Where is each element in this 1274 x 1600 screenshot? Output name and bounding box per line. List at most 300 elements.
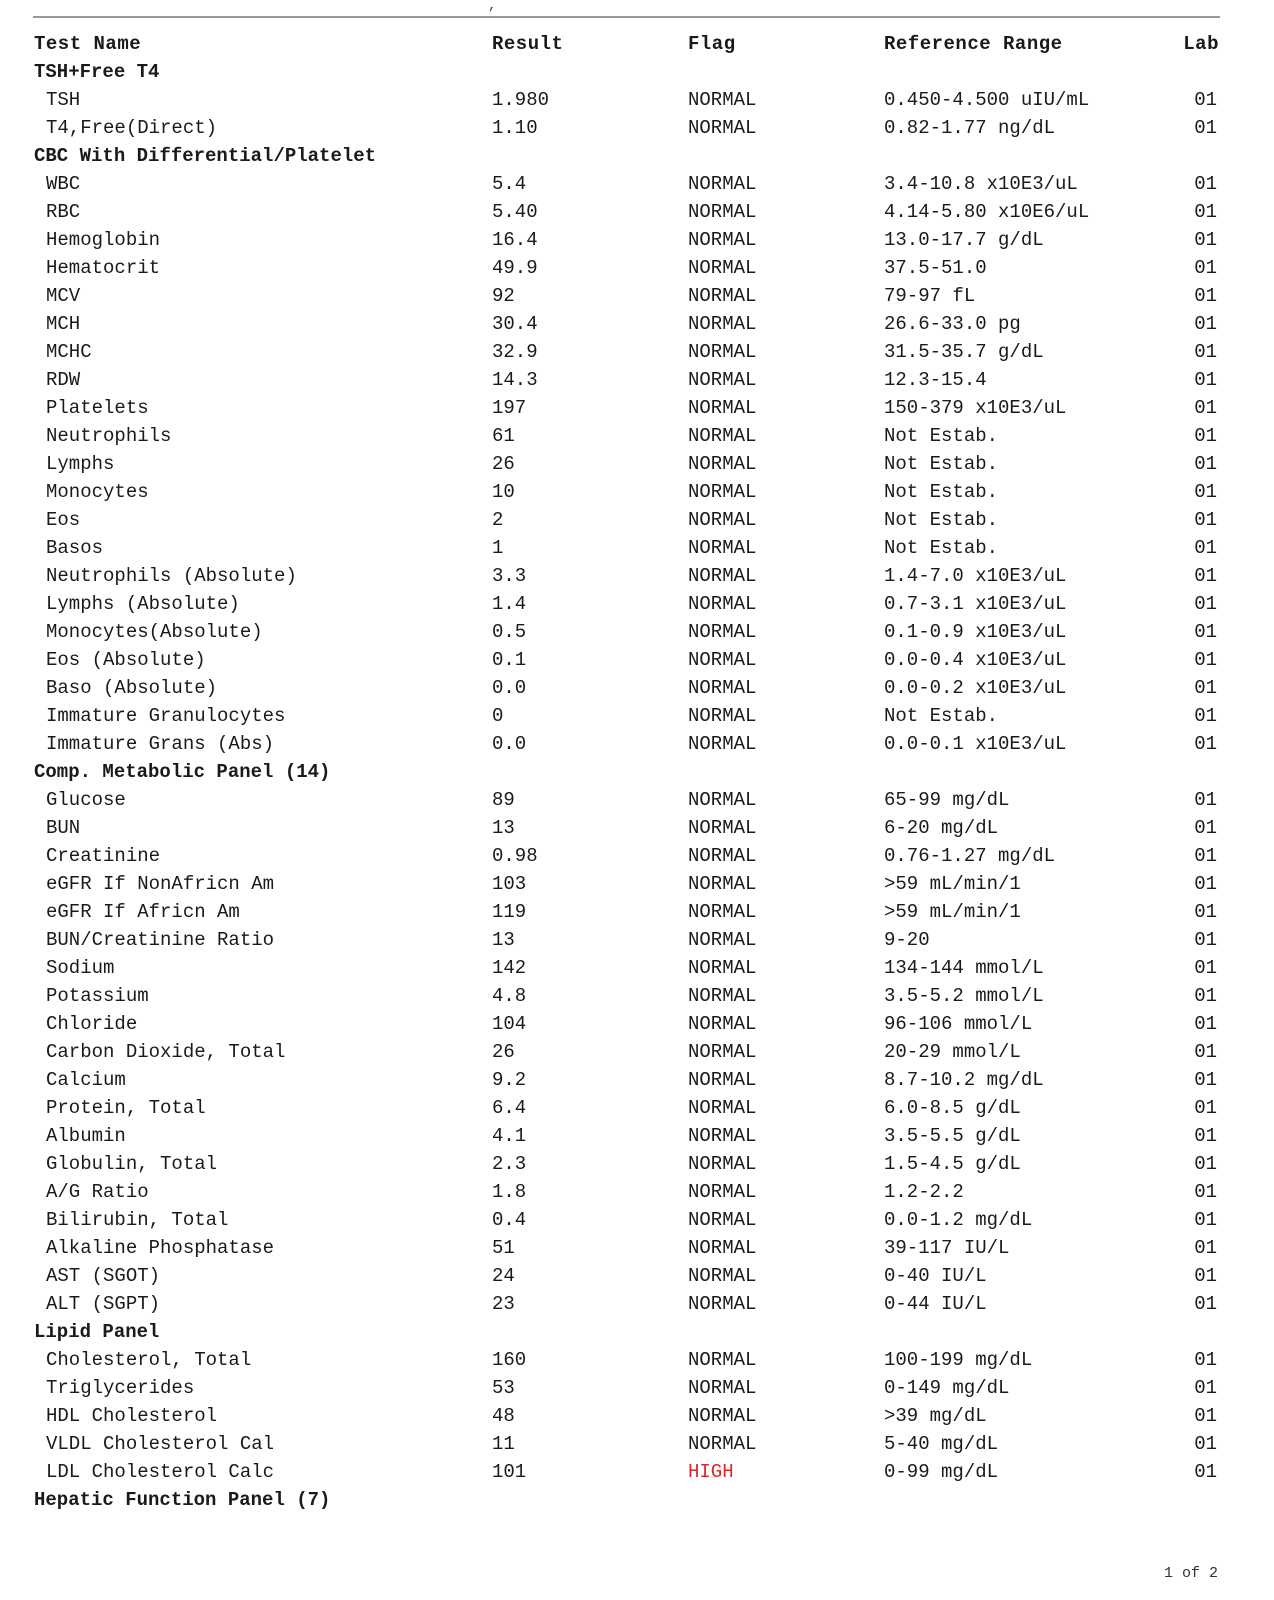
test-row (0, 1430, 1274, 1458)
lab-code: 01 (1194, 537, 1217, 559)
reference-range: Not Estab. (884, 453, 999, 475)
test-result: 26 (492, 1041, 515, 1063)
test-name: MCH (46, 313, 81, 335)
test-name: Alkaline Phosphatase (46, 1237, 275, 1259)
test-flag: NORMAL (688, 1349, 757, 1371)
lab-code: 01 (1194, 369, 1217, 391)
section-header (0, 1486, 1274, 1514)
reference-range: 79-97 fL (884, 285, 976, 307)
test-name: Sodium (46, 957, 115, 979)
test-result: 1.8 (492, 1181, 527, 1203)
test-row (0, 618, 1274, 646)
test-name: Lymphs (46, 453, 115, 475)
reference-range: 3.4-10.8 x10E3/uL (884, 173, 1078, 195)
lab-code: 01 (1194, 1041, 1217, 1063)
test-row (0, 1402, 1274, 1430)
reference-range: 96-106 mmol/L (884, 1013, 1033, 1035)
test-row (0, 590, 1274, 618)
test-row (0, 534, 1274, 562)
test-row (0, 1150, 1274, 1178)
test-flag: NORMAL (688, 1181, 757, 1203)
column-header-row (0, 30, 1274, 58)
lab-code: 01 (1194, 565, 1217, 587)
test-name: RDW (46, 369, 81, 391)
test-result: 1.4 (492, 593, 527, 615)
lab-code: 01 (1194, 117, 1217, 139)
test-flag: NORMAL (688, 957, 757, 979)
reference-range: Not Estab. (884, 537, 999, 559)
test-flag: NORMAL (688, 117, 757, 139)
lab-code: 01 (1194, 1209, 1217, 1231)
test-flag: NORMAL (688, 873, 757, 895)
test-result: 0.4 (492, 1209, 527, 1231)
test-row (0, 1262, 1274, 1290)
test-name: BUN/Creatinine Ratio (46, 929, 275, 951)
test-name: A/G Ratio (46, 1181, 149, 1203)
reference-range: 0.0-0.1 x10E3/uL (884, 733, 1067, 755)
lab-code: 01 (1194, 873, 1217, 895)
test-name: Carbon Dioxide, Total (46, 1041, 286, 1063)
test-row (0, 786, 1274, 814)
lab-code: 01 (1194, 929, 1217, 951)
test-row (0, 1290, 1274, 1318)
test-name: eGFR If Africn Am (46, 901, 240, 923)
test-result: 6.4 (492, 1097, 527, 1119)
header-rule (33, 16, 1220, 18)
lab-code: 01 (1194, 397, 1217, 419)
test-name: Creatinine (46, 845, 161, 867)
test-result: 1.980 (492, 89, 550, 111)
test-result: 160 (492, 1349, 527, 1371)
test-flag: NORMAL (688, 1013, 757, 1035)
test-row (0, 114, 1274, 142)
test-row (0, 1458, 1274, 1486)
test-flag: NORMAL (688, 1433, 757, 1455)
reference-range: 6.0-8.5 g/dL (884, 1097, 1021, 1119)
test-flag: NORMAL (688, 1237, 757, 1259)
test-flag-high: HIGH (688, 1461, 734, 1483)
page-number: 1 of 2 (1163, 1565, 1218, 1582)
section-title: TSH+Free T4 (34, 61, 160, 83)
test-row (0, 198, 1274, 226)
test-flag: NORMAL (688, 901, 757, 923)
reference-range: Not Estab. (884, 481, 999, 503)
test-row (0, 254, 1274, 282)
test-row (0, 394, 1274, 422)
lab-code: 01 (1194, 1097, 1217, 1119)
reference-range: 0.450-4.500 uIU/mL (884, 89, 1090, 111)
lab-code: 01 (1194, 621, 1217, 643)
lab-code: 01 (1194, 509, 1217, 531)
lab-code: 01 (1194, 285, 1217, 307)
test-result: 0 (492, 705, 504, 727)
reference-range: Not Estab. (884, 705, 999, 727)
reference-range: Not Estab. (884, 425, 999, 447)
lab-code: 01 (1194, 901, 1217, 923)
test-name: ALT (SGPT) (46, 1293, 161, 1315)
test-flag: NORMAL (688, 677, 757, 699)
test-flag: NORMAL (688, 789, 757, 811)
test-flag: NORMAL (688, 621, 757, 643)
test-flag: NORMAL (688, 1377, 757, 1399)
test-name: Baso (Absolute) (46, 677, 218, 699)
test-flag: NORMAL (688, 201, 757, 223)
test-result: 11 (492, 1433, 515, 1455)
reference-range: 0-99 mg/dL (884, 1461, 999, 1483)
lab-code: 01 (1194, 789, 1217, 811)
lab-code: 01 (1194, 1181, 1217, 1203)
test-flag: NORMAL (688, 1069, 757, 1091)
test-result: 14.3 (492, 369, 538, 391)
reference-range: 3.5-5.5 g/dL (884, 1125, 1021, 1147)
reference-range: 1.2-2.2 (884, 1181, 964, 1203)
test-flag: NORMAL (688, 1097, 757, 1119)
test-flag: NORMAL (688, 173, 757, 195)
test-row (0, 170, 1274, 198)
reference-range: 1.5-4.5 g/dL (884, 1153, 1021, 1175)
test-result: 26 (492, 453, 515, 475)
test-name: BUN (46, 817, 81, 839)
test-result: 9.2 (492, 1069, 527, 1091)
reference-range: 0.0-0.2 x10E3/uL (884, 677, 1067, 699)
reference-range: 0.1-0.9 x10E3/uL (884, 621, 1067, 643)
test-name: RBC (46, 201, 81, 223)
lab-code: 01 (1194, 1349, 1217, 1371)
test-result: 13 (492, 817, 515, 839)
lab-code: 01 (1194, 1293, 1217, 1315)
test-name: Albumin (46, 1125, 126, 1147)
lab-code: 01 (1194, 173, 1217, 195)
lab-code: 01 (1194, 1013, 1217, 1035)
test-name: MCV (46, 285, 81, 307)
test-row (0, 422, 1274, 450)
test-result: 61 (492, 425, 515, 447)
test-row (0, 1374, 1274, 1402)
page-top-fragment: , (488, 0, 497, 14)
test-flag: NORMAL (688, 733, 757, 755)
lab-code: 01 (1194, 845, 1217, 867)
test-flag: NORMAL (688, 1405, 757, 1427)
test-result: 4.1 (492, 1125, 527, 1147)
test-name: Bilirubin, Total (46, 1209, 229, 1231)
test-row (0, 366, 1274, 394)
test-row (0, 478, 1274, 506)
test-row (0, 898, 1274, 926)
test-row (0, 1346, 1274, 1374)
lab-code: 01 (1194, 1237, 1217, 1259)
test-result: 16.4 (492, 229, 538, 251)
test-row (0, 954, 1274, 982)
test-row (0, 1234, 1274, 1262)
section-title: CBC With Differential/Platelet (34, 145, 377, 167)
test-flag: NORMAL (688, 929, 757, 951)
lab-code: 01 (1194, 1461, 1217, 1483)
test-name: TSH (46, 89, 81, 111)
test-row (0, 870, 1274, 898)
test-row (0, 562, 1274, 590)
test-name: Triglycerides (46, 1377, 195, 1399)
lab-code: 01 (1194, 1433, 1217, 1455)
test-result: 23 (492, 1293, 515, 1315)
test-result: 3.3 (492, 565, 527, 587)
test-flag: NORMAL (688, 285, 757, 307)
lab-code: 01 (1194, 817, 1217, 839)
reference-range: Not Estab. (884, 509, 999, 531)
reference-range: 134-144 mmol/L (884, 957, 1044, 979)
test-name: Neutrophils (Absolute) (46, 565, 297, 587)
reference-range: 0-44 IU/L (884, 1293, 987, 1315)
test-flag: NORMAL (688, 817, 757, 839)
test-flag: NORMAL (688, 509, 757, 531)
reference-range: 3.5-5.2 mmol/L (884, 985, 1044, 1007)
lab-code: 01 (1194, 313, 1217, 335)
lab-code: 01 (1194, 1125, 1217, 1147)
test-row (0, 310, 1274, 338)
reference-range: 9-20 (884, 929, 930, 951)
test-name: AST (SGOT) (46, 1265, 161, 1287)
test-result: 0.5 (492, 621, 527, 643)
test-result: 119 (492, 901, 527, 923)
test-result: 0.0 (492, 677, 527, 699)
test-name: Lymphs (Absolute) (46, 593, 240, 615)
section-header (0, 58, 1274, 86)
test-name: Chloride (46, 1013, 138, 1035)
test-row (0, 926, 1274, 954)
test-name: T4,Free(Direct) (46, 117, 218, 139)
test-name: VLDL Cholesterol Cal (46, 1433, 275, 1455)
reference-range: 0.7-3.1 x10E3/uL (884, 593, 1067, 615)
test-result: 92 (492, 285, 515, 307)
reference-range: 100-199 mg/dL (884, 1349, 1033, 1371)
reference-range: 0-149 mg/dL (884, 1377, 1010, 1399)
test-name: Immature Granulocytes (46, 705, 286, 727)
test-name: Eos (Absolute) (46, 649, 206, 671)
test-flag: NORMAL (688, 705, 757, 727)
test-name: HDL Cholesterol (46, 1405, 218, 1427)
test-name: Monocytes(Absolute) (46, 621, 263, 643)
test-result: 103 (492, 873, 527, 895)
test-flag: NORMAL (688, 565, 757, 587)
test-row (0, 1066, 1274, 1094)
test-result: 10 (492, 481, 515, 503)
reference-range: 31.5-35.7 g/dL (884, 341, 1044, 363)
test-row (0, 282, 1274, 310)
lab-code: 01 (1194, 733, 1217, 755)
test-result: 0.98 (492, 845, 538, 867)
test-row (0, 674, 1274, 702)
test-name: LDL Cholesterol Calc (46, 1461, 275, 1483)
lab-code: 01 (1194, 1153, 1217, 1175)
test-row (0, 842, 1274, 870)
reference-range: >59 mL/min/1 (884, 901, 1021, 923)
test-row (0, 730, 1274, 758)
reference-range: 12.3-15.4 (884, 369, 987, 391)
test-result: 142 (492, 957, 527, 979)
test-name: Basos (46, 537, 104, 559)
reference-range: 13.0-17.7 g/dL (884, 229, 1044, 251)
test-row (0, 982, 1274, 1010)
test-name: Cholesterol, Total (46, 1349, 252, 1371)
reference-range: 0.76-1.27 mg/dL (884, 845, 1056, 867)
test-flag: NORMAL (688, 593, 757, 615)
reference-range: 0.82-1.77 ng/dL (884, 117, 1056, 139)
reference-range: 65-99 mg/dL (884, 789, 1010, 811)
column-header-result: Result (492, 33, 564, 55)
test-flag: NORMAL (688, 229, 757, 251)
test-result: 30.4 (492, 313, 538, 335)
lab-code: 01 (1194, 425, 1217, 447)
test-flag: NORMAL (688, 1265, 757, 1287)
column-header-test-name: Test Name (34, 33, 142, 55)
lab-code: 01 (1194, 1265, 1217, 1287)
lab-code: 01 (1194, 257, 1217, 279)
test-row (0, 226, 1274, 254)
section-title: Comp. Metabolic Panel (14) (34, 761, 331, 783)
reference-range: 0-40 IU/L (884, 1265, 987, 1287)
test-result: 101 (492, 1461, 527, 1483)
reference-range: 20-29 mmol/L (884, 1041, 1021, 1063)
test-result: 2.3 (492, 1153, 527, 1175)
reference-range: >59 mL/min/1 (884, 873, 1021, 895)
test-flag: NORMAL (688, 537, 757, 559)
lab-code: 01 (1194, 957, 1217, 979)
reference-range: 37.5-51.0 (884, 257, 987, 279)
test-row (0, 1010, 1274, 1038)
test-result: 5.4 (492, 173, 527, 195)
lab-code: 01 (1194, 481, 1217, 503)
lab-code: 01 (1194, 649, 1217, 671)
test-row (0, 702, 1274, 730)
test-result: 1 (492, 537, 504, 559)
section-header (0, 758, 1274, 786)
lab-results-table (0, 30, 1274, 1514)
lab-code: 01 (1194, 341, 1217, 363)
test-name: eGFR If NonAfricn Am (46, 873, 275, 895)
test-name: Hemoglobin (46, 229, 161, 251)
test-flag: NORMAL (688, 341, 757, 363)
test-name: Hematocrit (46, 257, 161, 279)
lab-code: 01 (1194, 89, 1217, 111)
reference-range: 0.0-1.2 mg/dL (884, 1209, 1033, 1231)
test-result: 2 (492, 509, 504, 531)
lab-code: 01 (1194, 677, 1217, 699)
reference-range: 150-379 x10E3/uL (884, 397, 1067, 419)
reference-range: 4.14-5.80 x10E6/uL (884, 201, 1090, 223)
section-header (0, 142, 1274, 170)
lab-code: 01 (1194, 705, 1217, 727)
test-result: 53 (492, 1377, 515, 1399)
test-row (0, 86, 1274, 114)
test-row (0, 1122, 1274, 1150)
test-name: Glucose (46, 789, 126, 811)
test-flag: NORMAL (688, 1209, 757, 1231)
test-flag: NORMAL (688, 1153, 757, 1175)
test-flag: NORMAL (688, 453, 757, 475)
test-result: 24 (492, 1265, 515, 1287)
test-name: Eos (46, 509, 81, 531)
test-flag: NORMAL (688, 369, 757, 391)
test-row (0, 814, 1274, 842)
section-title: Hepatic Function Panel (7) (34, 1489, 331, 1511)
test-flag: NORMAL (688, 481, 757, 503)
test-row (0, 646, 1274, 674)
reference-range: 8.7-10.2 mg/dL (884, 1069, 1044, 1091)
reference-range: 1.4-7.0 x10E3/uL (884, 565, 1067, 587)
reference-range: 39-117 IU/L (884, 1237, 1010, 1259)
section-header (0, 1318, 1274, 1346)
lab-code: 01 (1194, 229, 1217, 251)
test-result: 49.9 (492, 257, 538, 279)
test-row (0, 506, 1274, 534)
test-name: Neutrophils (46, 425, 172, 447)
test-name: Platelets (46, 397, 149, 419)
test-result: 104 (492, 1013, 527, 1035)
lab-code: 01 (1194, 985, 1217, 1007)
reference-range: 0.0-0.4 x10E3/uL (884, 649, 1067, 671)
test-result: 197 (492, 397, 527, 419)
test-row (0, 1038, 1274, 1066)
test-flag: NORMAL (688, 397, 757, 419)
test-name: MCHC (46, 341, 92, 363)
test-flag: NORMAL (688, 1293, 757, 1315)
test-flag: NORMAL (688, 845, 757, 867)
lab-code: 01 (1194, 201, 1217, 223)
lab-code: 01 (1194, 593, 1217, 615)
test-result: 5.40 (492, 201, 538, 223)
test-name: WBC (46, 173, 81, 195)
reference-range: 6-20 mg/dL (884, 817, 999, 839)
test-result: 1.10 (492, 117, 538, 139)
test-flag: NORMAL (688, 985, 757, 1007)
test-row (0, 1206, 1274, 1234)
test-result: 4.8 (492, 985, 527, 1007)
lab-code: 01 (1194, 1405, 1217, 1427)
test-name: Potassium (46, 985, 149, 1007)
test-name: Globulin, Total (46, 1153, 218, 1175)
test-name: Immature Grans (Abs) (46, 733, 275, 755)
test-result: 13 (492, 929, 515, 951)
test-row (0, 1178, 1274, 1206)
test-flag: NORMAL (688, 649, 757, 671)
test-flag: NORMAL (688, 313, 757, 335)
test-result: 89 (492, 789, 515, 811)
lab-code: 01 (1194, 453, 1217, 475)
lab-code: 01 (1194, 1377, 1217, 1399)
reference-range: 5-40 mg/dL (884, 1433, 999, 1455)
test-result: 32.9 (492, 341, 538, 363)
reference-range: 26.6-33.0 pg (884, 313, 1021, 335)
test-flag: NORMAL (688, 1125, 757, 1147)
test-result: 48 (492, 1405, 515, 1427)
test-row (0, 338, 1274, 366)
column-header-flag: Flag (688, 33, 736, 55)
test-name: Calcium (46, 1069, 126, 1091)
test-name: Protein, Total (46, 1097, 206, 1119)
test-flag: NORMAL (688, 425, 757, 447)
test-flag: NORMAL (688, 89, 757, 111)
test-flag: NORMAL (688, 1041, 757, 1063)
column-header-lab: Lab (1183, 33, 1219, 55)
lab-code: 01 (1194, 1069, 1217, 1091)
test-result: 0.0 (492, 733, 527, 755)
test-row (0, 450, 1274, 478)
reference-range: >39 mg/dL (884, 1405, 987, 1427)
test-row (0, 1094, 1274, 1122)
test-flag: NORMAL (688, 257, 757, 279)
column-header-reference-range: Reference Range (884, 33, 1063, 55)
test-result: 51 (492, 1237, 515, 1259)
test-result: 0.1 (492, 649, 527, 671)
